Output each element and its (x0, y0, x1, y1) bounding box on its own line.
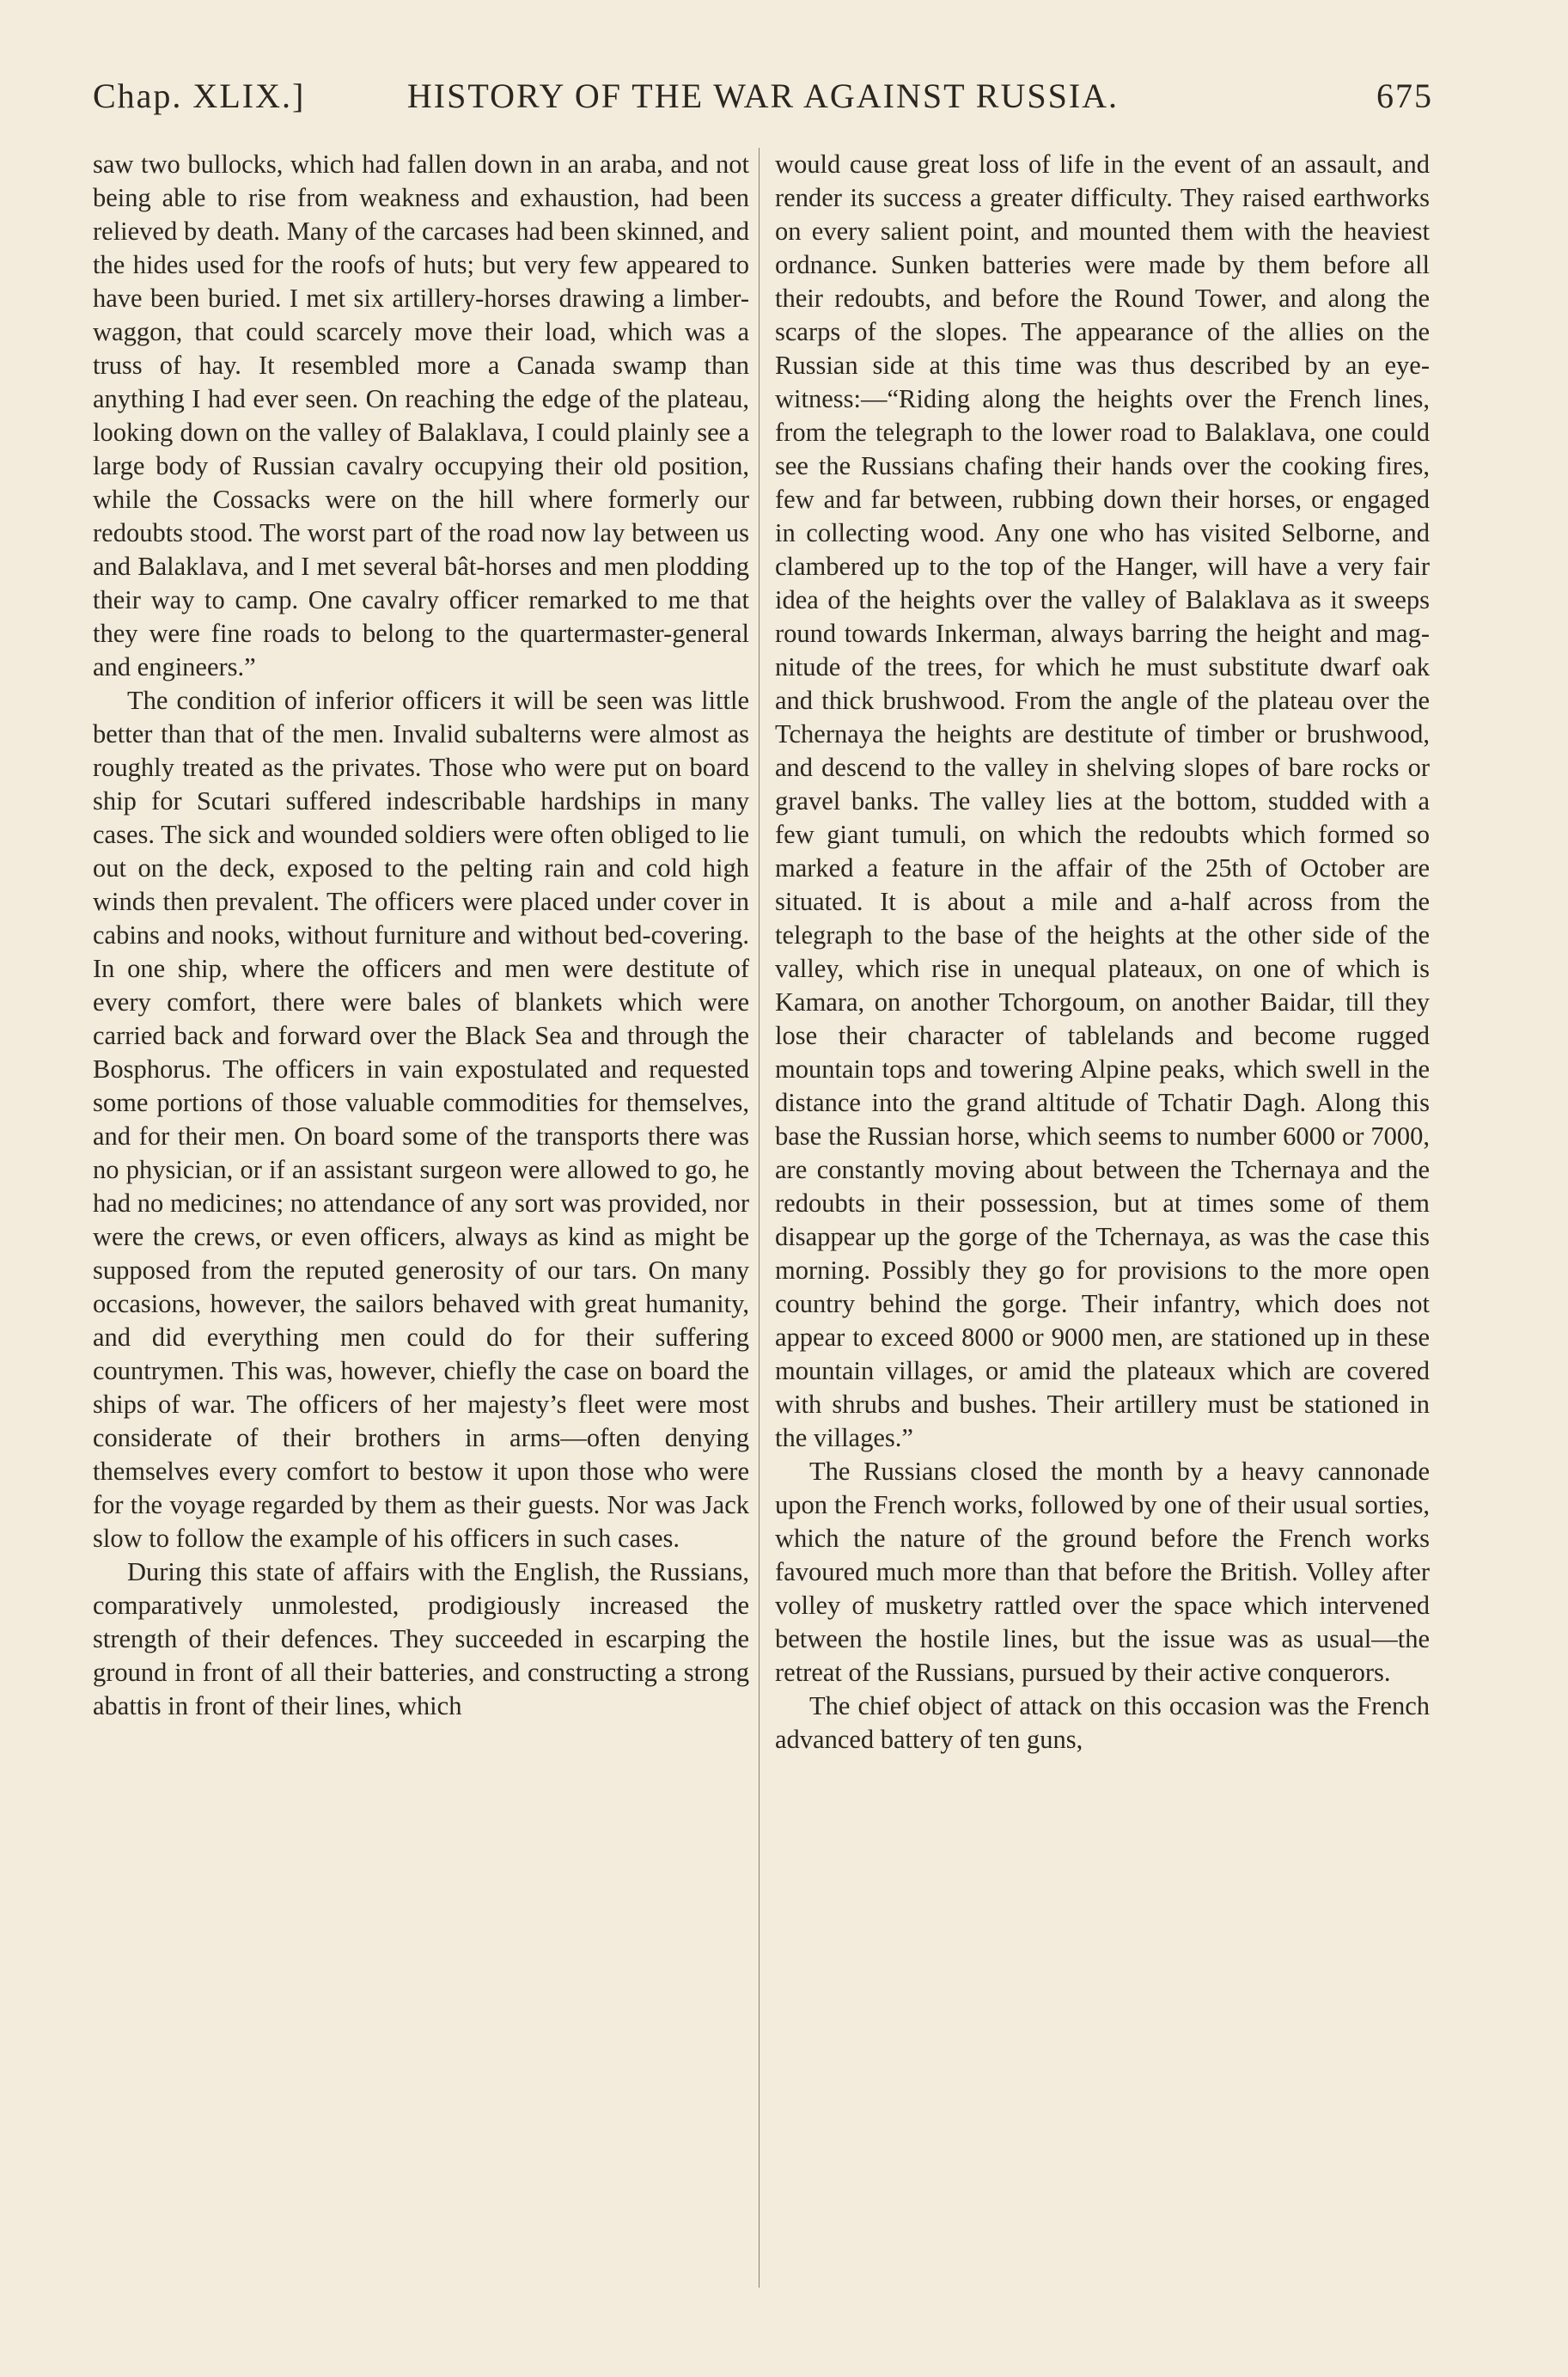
left-column (93, 148, 749, 1723)
running-header (93, 76, 1433, 127)
column-divider (759, 148, 760, 2288)
paragraph: would cause great loss of life in the event of an assault, and render its success a greater difficulty. They raised earthworks on every salient point, and mounted them with the heaviest ordnance. Sunken batteries were made by them before all their redoubts, and before the Round Tower, and along the scarps of the slopes. The appearance of the allies on the Russian side at this time was thus described by an eye-witness:—“Riding along the heights over the French lines, from the telegraph to the lower road to Balaklava, one could see the Russians chafing their hands over the cooking fires, few and far between, rubbing down their horses, or engaged in collecting wood. Any one who has visited Selborne, and clambered up to the top of the Hanger, will have a very fair idea of the heights over the valley of Balaklava as it sweeps round towards Inkerman, always barring the height and magnitude of the trees, for which he must substitute dwarf oak and thick brushwood. From the angle of the plateau over the Tchernaya the heights are destitute of timber or brushwood, and descend to the valley in shelving slopes of bare rocks or gravel banks. The valley lies at the bottom, studded with a few giant tumuli, on which the redoubts which formed so marked a feature in the affair of the 25th of October are situated. It is about a mile and a-half across from the telegraph to the base of the heights at the other side of the valley, which rise in unequal plateaux, on one of which is Kamara, on another Tchorgoum, on another Baidar, till they lose their character of tablelands and become rugged mountain tops and towering Alpine peaks, which swell in the distance into the grand altitude of Tchatir Dagh. Along this base the Russian horse, which seems to number 6000 or 7000, are constantly moving about between the Tchernaya and the redoubts in their possession, but at times some of them disappear up the gorge of the Tchernaya, as was the case this morning. Possibly they go for provisions to the more open country behind the gorge. Their infantry, which does not appear to exceed 8000 or 9000 men, are stationed up in these mountain villages, or amid the plateaux which are covered with shrubs and bushes. Their artillery must be stationed in the villages.” (775, 150, 1430, 1452)
paragraph: The condition of inferior officers it will be seen was little better than that of the men. Invalid subalterns were almost as roughly treated as the privates. Those who were put on board ship for Scutari suffered indescribable hardships in many cases. The sick and wounded soldiers were often obliged to lie out on the deck, exposed to the pelting rain and cold high winds then prevalent. The officers were placed under cover in cabins and nooks, without furniture and without bed-covering. In one ship, where the officers and men were destitute of every comfort, there were bales of blankets which were carried back and forward over the Black Sea and through the Bosphorus. The officers in vain expostulated and requested some portions of those valuable commodities for themselves, and for their men. On board some of the transports there was no physician, or if an assistant surgeon were allowed to go, he had no medicines; no attendance of any sort was provided, nor were the crews, or even officers, always as kind as might be supposed from the reputed generosity of our tars. On many occasions, however, the sailors behaved with great humanity, and did everything men could do for their suffering countrymen. This was, however, chiefly the case on board the ships of war. The officers of her majesty’s fleet were most considerate of their brothers in arms—often denying themselves every comfort to bestow it upon those who were for the voyage regarded by them as their guests. Nor was Jack slow to follow the example of his officers in such cases. (93, 686, 749, 1553)
chapter-label: Chap. XLIX.] (93, 76, 306, 115)
page-number: 675 (1376, 76, 1433, 115)
running-title: HISTORY OF THE WAR AGAINST RUSSIA. (406, 76, 1120, 115)
paragraph: During this state of affairs with the English, the Russians, comparatively unmolested, prodigiously increased the strength of their defences. They succeeded in escarping the ground in front of all their batteries, and constructing a strong abattis in front of their lines, which (93, 1557, 749, 1720)
paragraph: saw two bullocks, which had fallen down in an araba, and not being able to rise from weakness and exhaustion, had been relieved by death. Many of the carcases had been skinned, and the hides used for the roofs of huts; but very few appeared to have been buried. I met six artillery-horses drawing a limber-waggon, that could scarcely move their load, which was a truss of hay. It resembled more a Canada swamp than anything I had ever seen. On reaching the edge of the plateau, looking down on the valley of Balaklava, I could plainly see a large body of Russian cavalry occupying their old position, while the Cossacks were on the hill where formerly our redoubts stood. The worst part of the road now lay between us and Balaklava, and I met several bât-horses and men plodding their way to camp. One cavalry officer remarked to me that they were fine roads to belong to the quartermaster-general and engineers.” (93, 150, 749, 681)
paragraph: The chief object of attack on this occasion was the French advanced battery of ten guns, (775, 1691, 1430, 1754)
right-column (775, 148, 1430, 1757)
paragraph: The Russians closed the month by a heavy cannonade upon the French works, followed by one of their usual sorties, which the nature of the ground before the French works favoured much more than that before the British. Volley after volley of musketry rattled over the space which intervened between the hostile lines, but the issue was as usual—the retreat of the Russians, pursued by their active conquerors. (775, 1457, 1430, 1687)
